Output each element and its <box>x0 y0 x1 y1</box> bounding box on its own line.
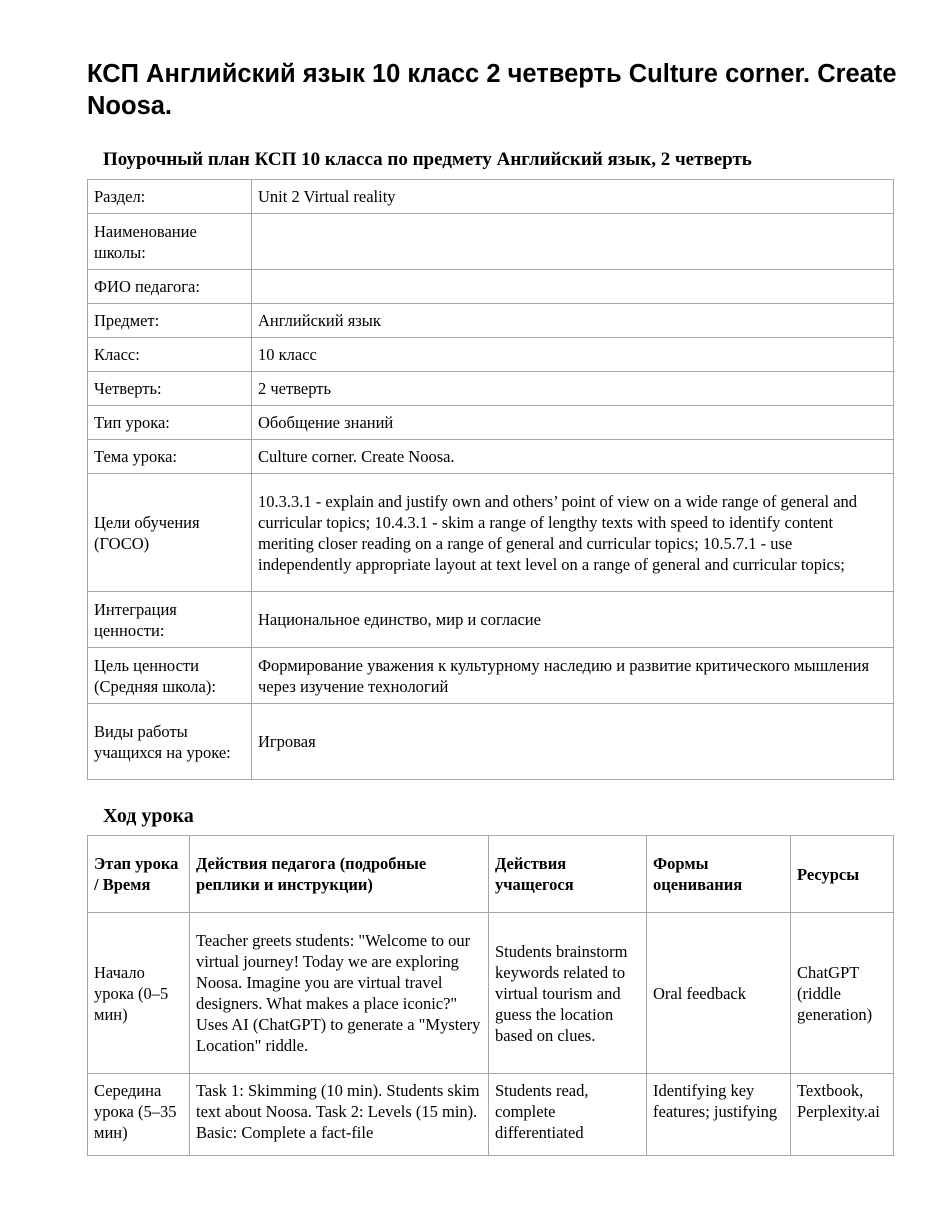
row-value <box>252 214 894 270</box>
row-label: ФИО педагога: <box>88 270 252 304</box>
row-value: 10 класс <box>252 338 894 372</box>
table-row <box>88 214 894 270</box>
lesson-progress-heading: Ход урока <box>103 805 194 827</box>
row-label: Раздел: <box>88 180 252 214</box>
teacher-actions-cell: Teacher greets students: "Welcome to our virtual journey! Today we are exploring Noosa. Imagine you are virtual travel designers. What makes a place iconic?" Uses AI (ChatGPT) to generate a "Mystery Location" riddle. <box>190 913 489 1074</box>
column-header-assessment: Формы оценивания <box>647 836 791 913</box>
stage-cell: Начало урока (0–5 мин) <box>88 913 190 1074</box>
table-row <box>88 338 894 372</box>
row-value: 10.3.3.1 - explain and justify own and others’ point of view on a wide range of general and curricular topics; 10.4.3.1 - skim a range of lengthy texts with speed to identify content meriting closer reading on a range of general and curricular topics; 10.5.7.1 - use independently appropriate layout at text level on a range of general and curricular topics; <box>252 474 894 592</box>
assessment-text: Identifying key features; justifying <box>653 1081 778 1121</box>
student-actions-cell: Students brainstorm keywords related to virtual tourism and guess the location based on clues. <box>489 913 647 1074</box>
row-label: Предмет: <box>88 304 252 338</box>
table-header-row <box>88 836 894 913</box>
row-value: 2 четверть <box>252 372 894 406</box>
row-value: Игровая <box>252 704 894 780</box>
table-row <box>88 372 894 406</box>
document-title: КСП Английский язык 10 класс 2 четверть Culture corner. Create Noosa. <box>87 60 897 120</box>
lesson-info-table <box>87 179 894 780</box>
row-value: Culture corner. Create Noosa. <box>252 440 894 474</box>
table-row <box>88 1074 894 1156</box>
stage-cell <box>88 1074 190 1156</box>
resources-text: Textbook, Perplexity.ai <box>797 1081 880 1121</box>
row-value: Национальное единство, мир и согласие <box>252 592 894 648</box>
column-header-teacher-actions: Действия педагога (подробные реплики и инструкции) <box>190 836 489 913</box>
column-header-stage: Этап урока / Время <box>88 836 190 913</box>
column-header-student-actions: Действия учащегося <box>489 836 647 913</box>
table-row <box>88 180 894 214</box>
table-row <box>88 592 894 648</box>
assessment-cell: Oral feedback <box>647 913 791 1074</box>
table-row <box>88 913 894 1074</box>
row-value <box>252 270 894 304</box>
column-header-resources: Ресурсы <box>791 836 894 913</box>
row-value: Формирование уважения к культурному наследию и развитие критического мышления через изучение технологий <box>252 648 894 704</box>
table-row <box>88 406 894 440</box>
row-value: Unit 2 Virtual reality <box>252 180 894 214</box>
row-label: Цель ценности (Средняя школа): <box>88 648 252 704</box>
assessment-cell <box>647 1074 791 1156</box>
resources-cell: ChatGPT (riddle generation) <box>791 913 894 1074</box>
row-label: Четверть: <box>88 372 252 406</box>
row-label: Класс: <box>88 338 252 372</box>
row-label: Тип урока: <box>88 406 252 440</box>
row-label: Виды работы учащихся на уроке: <box>88 704 252 780</box>
row-value: Обобщение знаний <box>252 406 894 440</box>
teacher-actions-text: Task 1: Skimming (10 min). Students skim text about Noosa. Task 2: Levels (15 min). Basic: Complete a fact-file <box>196 1081 480 1142</box>
table-row <box>88 648 894 704</box>
student-actions-cell <box>489 1074 647 1156</box>
teacher-actions-cell <box>190 1074 489 1156</box>
row-value: Английский язык <box>252 304 894 338</box>
table-row <box>88 440 894 474</box>
stage-text: Середина урока (5–35 мин) <box>94 1081 177 1142</box>
table-row <box>88 270 894 304</box>
row-label: Тема урока: <box>88 440 252 474</box>
table-row <box>88 474 894 592</box>
row-label: Наименование школы: <box>88 214 252 270</box>
row-label: Интеграция ценности: <box>88 592 252 648</box>
table-row <box>88 704 894 780</box>
student-actions-text: Students read, complete differentiated <box>495 1081 589 1142</box>
plan-heading: Поурочный план КСП 10 класса по предмету Английский язык, 2 четверть <box>103 149 752 170</box>
table-row <box>88 304 894 338</box>
row-label: Цели обучения (ГОСО) <box>88 474 252 592</box>
lesson-progress-table <box>87 835 894 1156</box>
resources-cell <box>791 1074 894 1156</box>
